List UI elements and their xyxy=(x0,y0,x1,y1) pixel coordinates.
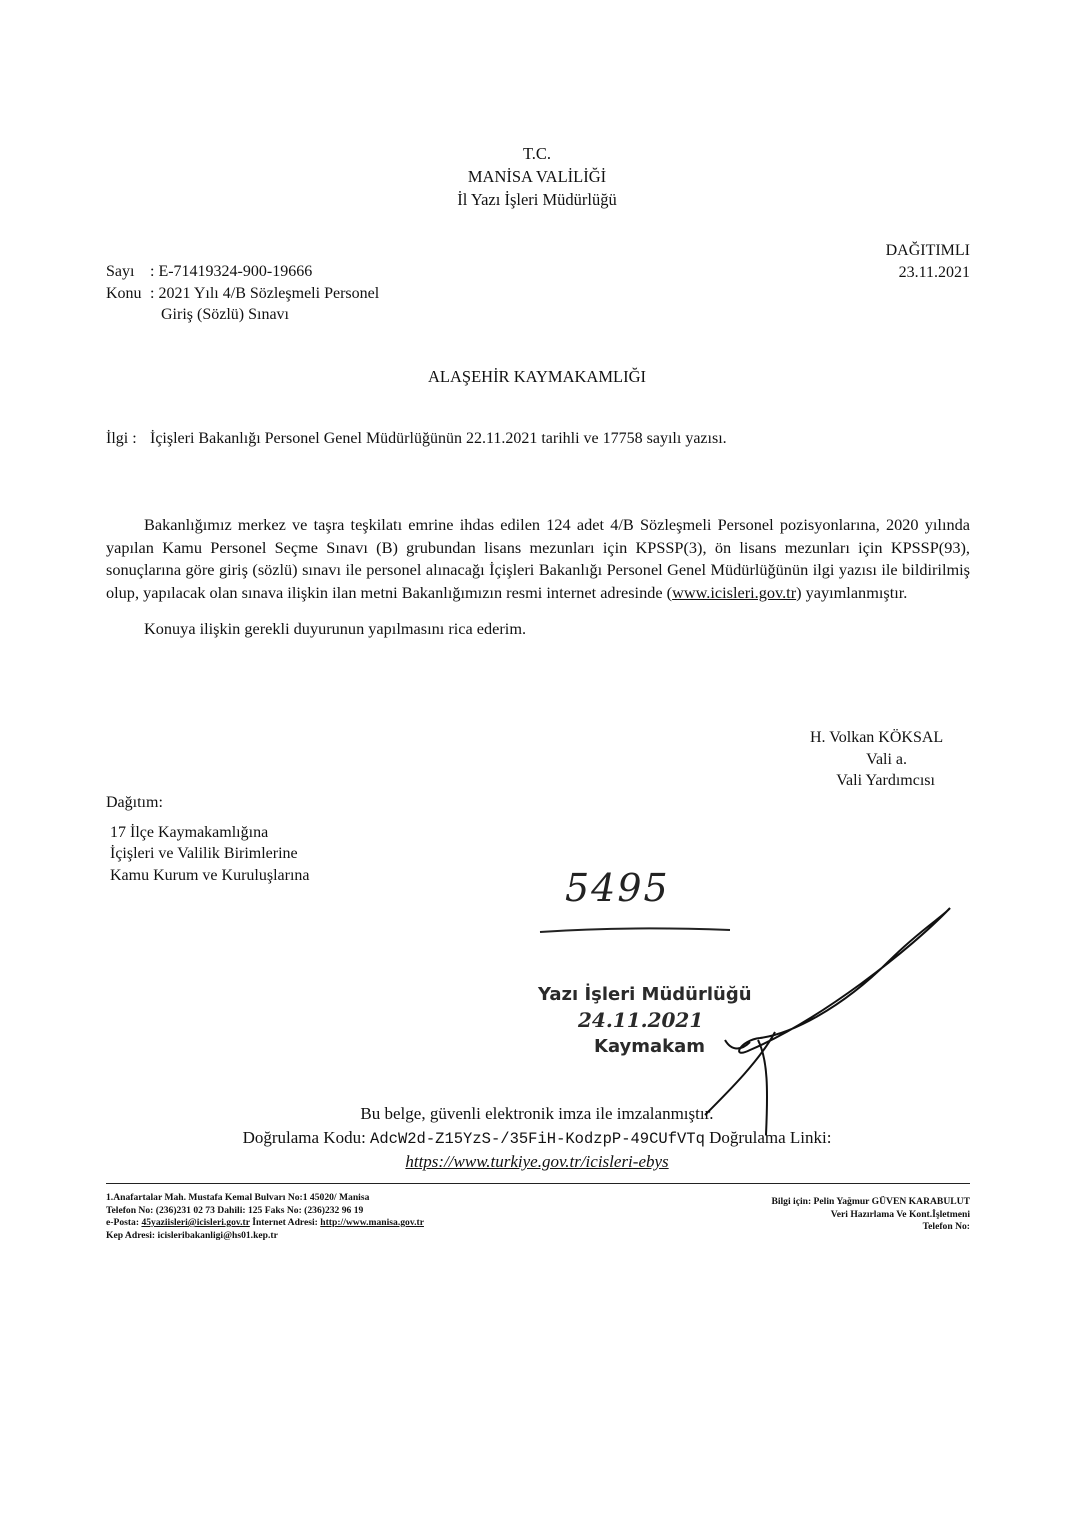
ilgi-text: İçişleri Bakanlığı Personel Genel Müdürlüğünün 22.11.2021 tarihli ve 17758 sayılı yazısı. xyxy=(150,430,727,447)
recipient: ALAŞEHİR KAYMAKAMLIĞI xyxy=(427,367,646,386)
signer-title-1: Vali a. xyxy=(866,750,908,768)
letterhead-tc: T.C. xyxy=(522,144,552,163)
footer-email-link[interactable]: 45yaziisleri@icisleri.gov.tr xyxy=(141,1217,250,1228)
footer-web-label: İnternet Adresi: xyxy=(252,1217,318,1228)
letterhead-governorship: MANİSA VALİLİĞİ xyxy=(467,167,607,186)
footer-address: 1.Anafartalar Mah. Mustafa Kemal Bulvarı No:1 45020/ Manisa xyxy=(106,1192,370,1203)
sayi-value: : E-71419324-900-19666 xyxy=(150,263,313,280)
footer-info xyxy=(771,1196,970,1234)
verification-line xyxy=(0,1128,1074,1148)
footer-info-contact: Bilgi için: Pelin Yağmur GÜVEN KARABULUT xyxy=(771,1196,970,1207)
stamp-department: Yazı İşleri Müdürlüğü xyxy=(538,984,752,1005)
footer-contact xyxy=(106,1192,424,1242)
ministry-website-link[interactable]: www.icisleri.gov.tr xyxy=(672,582,797,602)
verification-code-label: Doğrulama Kodu: xyxy=(242,1128,366,1147)
footer-phone: Telefon No: (236)231 02 73 Dahili: 125 Faks No: (236)232 96 19 xyxy=(106,1204,364,1216)
footer-divider xyxy=(106,1183,970,1184)
signer-title-2: Vali Yardımcısı xyxy=(836,772,935,789)
verification-link-label: Doğrulama Linki: xyxy=(709,1128,832,1147)
distribution-item: 17 İlçe Kaymakamlığına xyxy=(110,823,269,841)
distribution-date-block xyxy=(886,240,970,284)
body-paragraph-1-text: Bakanlığımız merkez ve taşra teşkilatı emrine ihdas edilen 124 adet 4/B Sözleşmeli Personel pozisyonlarına, 2020 yılında yapılan Kamu Personel Seçme Sınavı (B) grubundan lisans mezunları için KPSSP(3), ön lisans mezunları için KPSSP(93), sonuçlarına göre giriş (sözlü) sınavı ile personel alınacağı İçişleri Bakanlığı Personel Genel Müdürlüğünün ilgi yazısı ile bildirilmiş olup, yapılacak olan sınava ilişkin ilan metni Bakanlığımızın resmi internet adresinde ( xyxy=(106,515,970,602)
ilgi-line xyxy=(106,430,727,448)
distribution-item: İçişleri ve Valilik Birimlerine xyxy=(110,845,298,862)
footer-info-phone: Telefon No: xyxy=(922,1221,970,1232)
verification-link[interactable]: https://www.turkiye.gov.tr/icisleri-ebys xyxy=(405,1152,669,1171)
konu-label: Konu xyxy=(106,284,142,302)
footer-email-label: e-Posta: xyxy=(106,1217,140,1228)
body-paragraph-1 xyxy=(106,514,970,604)
handwritten-registry-number: 5495 xyxy=(565,866,670,910)
konu-value: : 2021 Yılı 4/B Sözleşmeli Personel xyxy=(150,284,380,302)
footer-kep: Kep Adresi: icisleribakanligi@hs01.kep.tr xyxy=(106,1229,278,1241)
footer-web-link[interactable]: http://www.manisa.gov.tr xyxy=(320,1217,424,1228)
konu-value-line2: Giriş (Sözlü) Sınavı xyxy=(161,306,289,323)
signature-block xyxy=(810,727,943,792)
body-paragraph-2: Konuya ilişkin gerekli duyurunun yapılmasını rica ederim. xyxy=(144,619,527,638)
distribution-label: Dağıtım: xyxy=(106,794,163,811)
sayi-label: Sayı xyxy=(106,263,135,280)
ilgi-label: İlgi : xyxy=(106,430,137,447)
distribution-mark: DAĞITIMLI xyxy=(885,242,970,259)
reference-block xyxy=(106,261,379,326)
verification-code: AdcW2d-Z15YzS-/35FiH-KodzpP-49CUfVTq xyxy=(370,1130,705,1148)
signer-name: H. Volkan KÖKSAL xyxy=(810,729,944,746)
footer-info-role: Veri Hazırlama Ve Kont.İşletmeni xyxy=(830,1208,970,1220)
letterhead-department: İl Yazı İşleri Müdürlüğü xyxy=(457,190,617,209)
stamp-date: 24.11.2021 xyxy=(578,1008,704,1032)
body-paragraph-1-end: ) yayımlanmıştır. xyxy=(796,582,908,602)
letterhead xyxy=(0,142,1074,211)
distribution-item: Kamu Kurum ve Kuruluşlarına xyxy=(110,866,310,884)
esign-statement: Bu belge, güvenli elektronik imza ile imzalanmıştır. xyxy=(360,1104,714,1123)
verification-link-row xyxy=(0,1152,1074,1172)
distribution-list xyxy=(106,792,310,886)
document-date: 23.11.2021 xyxy=(898,264,970,281)
stamp-kaymakam: Kaymakam xyxy=(594,1036,706,1057)
